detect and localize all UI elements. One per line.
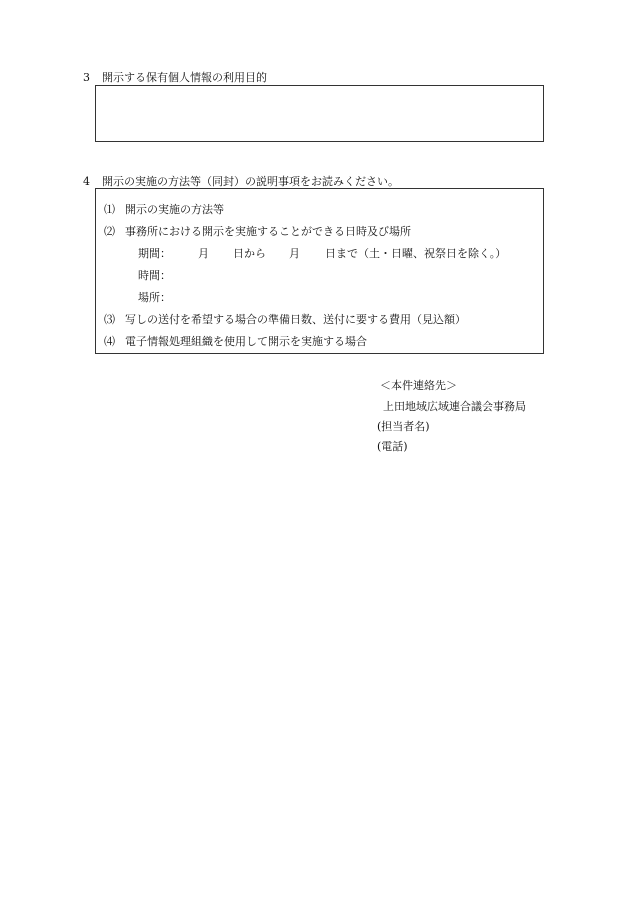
place-label: 場所： bbox=[138, 291, 171, 304]
method-item-4-text: 電子情報処理組織を使用して開示を実施する場合 bbox=[125, 335, 367, 348]
section-3-number: 3 bbox=[83, 71, 90, 84]
method-item-2-text: 事務所における開示を実施することができる日時及び場所 bbox=[125, 225, 411, 238]
contact-office: 上田地域広域連合議会事務局 bbox=[383, 400, 526, 413]
period-month-2: 月 bbox=[289, 247, 300, 260]
section-3-heading bbox=[83, 69, 267, 85]
period-label: 期間： bbox=[138, 247, 171, 260]
period-until: 日まで（土・日曜、祝祭日を除く。） bbox=[325, 247, 507, 260]
method-item-1-number: ⑴ bbox=[104, 203, 115, 216]
period-month-1: 月 bbox=[198, 247, 209, 260]
section-4-title: 開示の実施の方法等（同封）の説明事項をお読みください。 bbox=[102, 175, 399, 188]
section-4-number: 4 bbox=[83, 175, 90, 188]
contact-phone: (電話) bbox=[377, 440, 408, 453]
method-item-4 bbox=[104, 333, 367, 349]
section-4-heading bbox=[83, 173, 399, 189]
method-item-3-text: 写しの送付を希望する場合の準備日数、送付に要する費用（見込額） bbox=[125, 313, 466, 326]
method-item-3 bbox=[104, 311, 466, 327]
method-item-2-number: ⑵ bbox=[104, 225, 115, 238]
method-item-1 bbox=[104, 201, 224, 217]
method-item-3-number: ⑶ bbox=[104, 313, 115, 326]
section-3-title: 開示する保有個人情報の利用目的 bbox=[102, 71, 267, 84]
method-item-4-number: ⑷ bbox=[104, 335, 115, 348]
contact-heading: ＜本件連絡先＞ bbox=[380, 379, 457, 392]
purpose-box bbox=[95, 85, 544, 142]
method-item-2 bbox=[104, 223, 411, 239]
contact-person: (担当者名) bbox=[377, 420, 430, 433]
method-item-1-text: 開示の実施の方法等 bbox=[125, 203, 224, 216]
time-label: 時間： bbox=[138, 269, 171, 282]
method-box bbox=[95, 188, 544, 354]
period-from: 日から bbox=[233, 247, 266, 260]
